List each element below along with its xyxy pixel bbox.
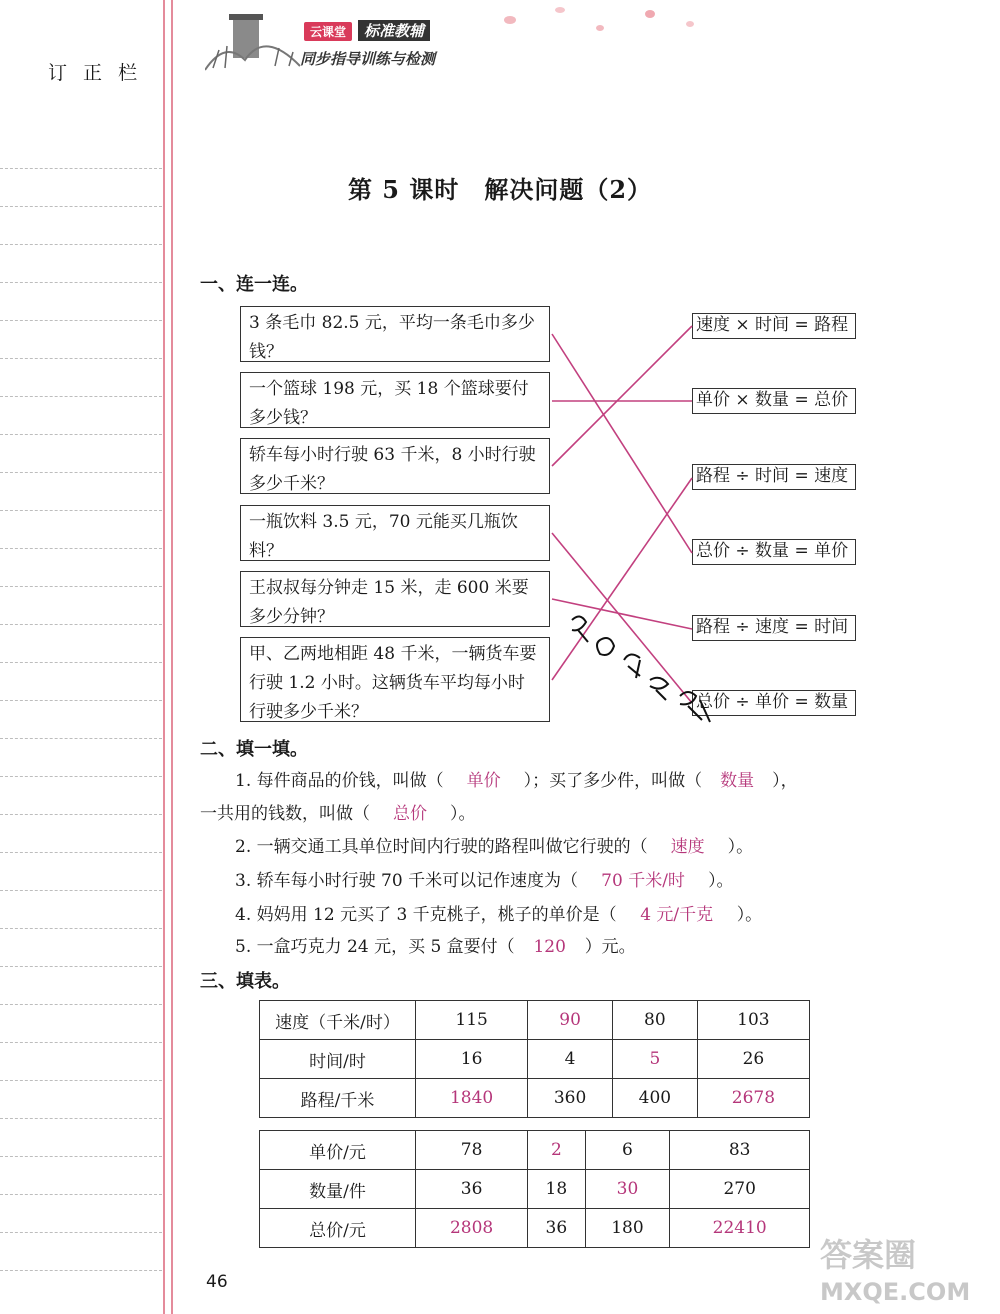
formula-box: 单价 × 数量 = 总价 [692, 388, 856, 414]
table-answer-cell: 30 [585, 1170, 670, 1209]
rule-line [0, 1004, 162, 1005]
problem-box: 轿车每小时行驶 63 千米，8 小时行驶多少千米？ [240, 438, 550, 494]
table-row [260, 1209, 810, 1248]
rule-line [0, 1156, 162, 1157]
rule-line [0, 814, 162, 815]
answer-blank: 速度 [670, 837, 705, 857]
answer-blank: 总价 [393, 804, 427, 824]
problem-box: 一瓶饮料 3.5 元，70 元能买几瓶饮料？ [240, 505, 550, 561]
table-cell: 时间/时 [260, 1040, 416, 1079]
table-cell: 总价/元 [260, 1209, 416, 1248]
fill-question-4: 4. 妈妈用 12 元买了 3 千克桃子，桃子的单价是（ 4 元/千克 ）。 [235, 900, 762, 925]
rule-line [0, 1270, 162, 1271]
table-cell: 4 [528, 1040, 613, 1079]
rule-line [0, 1042, 162, 1043]
rule-line [0, 966, 162, 967]
table-cell: 6 [585, 1131, 670, 1170]
page-number: 46 [206, 1272, 228, 1292]
table-cell: 180 [585, 1209, 670, 1248]
rule-line [0, 1080, 162, 1081]
header-badge: 云课堂 [304, 22, 352, 41]
table-cell: 路程/千米 [260, 1079, 416, 1118]
table-answer-cell: 5 [612, 1040, 697, 1079]
problem-box: 3 条毛巾 82.5 元，平均一条毛巾多少钱？ [240, 306, 550, 362]
table-cell: 26 [697, 1040, 809, 1079]
table-answer-cell: 2 [528, 1131, 585, 1170]
table-row [260, 1170, 810, 1209]
table-cell: 115 [416, 1001, 528, 1040]
correction-label: 订 正 栏 [48, 62, 143, 84]
rule-line [0, 852, 162, 853]
table-cell: 36 [528, 1209, 585, 1248]
fill-question-3: 3. 轿车每小时行驶 70 千米可以记作速度为（ 70 千米/时 ）。 [235, 866, 734, 891]
problem-box: 一个篮球 198 元，买 18 个篮球要付多少钱？ [240, 372, 550, 428]
rule-line [0, 928, 162, 929]
formula-box: 速度 × 时间 = 路程 [692, 313, 856, 339]
rule-line [0, 1232, 162, 1233]
table-answer-cell: 1840 [416, 1079, 528, 1118]
match-line [552, 334, 692, 553]
table-row [260, 1079, 810, 1118]
formula-box: 总价 ÷ 单价 = 数量 [692, 690, 856, 716]
table-answer-cell: 22410 [670, 1209, 810, 1248]
answer-blank: 4 元/千克 [640, 905, 714, 925]
table-answer-cell: 2678 [697, 1079, 809, 1118]
lesson-title: 第 5 课时 解决问题（2） [347, 175, 653, 204]
match-line [552, 326, 692, 466]
table-cell: 103 [697, 1001, 809, 1040]
table-cell: 270 [670, 1170, 810, 1209]
match-line [552, 478, 692, 680]
table-row [260, 1131, 810, 1170]
table-row [260, 1040, 810, 1079]
section-heading: 三、填表。 [200, 971, 290, 992]
rule-line [0, 890, 162, 891]
speed-table [259, 1000, 810, 1118]
rule-line [0, 1118, 162, 1119]
formula-box: 路程 ÷ 时间 = 速度 [692, 464, 856, 490]
section-heading: 二、填一填。 [200, 739, 308, 760]
answer-blank: 单价 [466, 771, 501, 791]
table-cell: 数量/件 [260, 1170, 416, 1209]
fill-question-1-cont: 一共用的钱数，叫做（ 总价 ）。 [200, 799, 476, 824]
table-answer-cell: 90 [528, 1001, 613, 1040]
answer-blank: 120 [533, 937, 566, 957]
table-cell: 400 [612, 1079, 697, 1118]
table-cell: 80 [612, 1001, 697, 1040]
rule-line [0, 1194, 162, 1195]
problem-box: 甲、乙两地相距 48 千米，一辆货车要行驶 1.2 小时。这辆货车平均每小时行驶多少千米？ [240, 637, 550, 722]
table-cell: 16 [416, 1040, 528, 1079]
fill-question-1: 1. 每件商品的价钱，叫做（ 单价 ）；买了多少件，叫做（ 数量 ）， [235, 766, 798, 791]
answer-blank: 数量 [720, 771, 755, 791]
table-cell: 单价/元 [260, 1131, 416, 1170]
watermark-logo: 答案圈 [820, 1236, 917, 1274]
handwriting-scribble [572, 616, 710, 722]
header-brand: 标准教辅 [358, 20, 430, 41]
match-line [552, 599, 692, 629]
section-heading: 一、连一连。 [200, 274, 308, 295]
table-cell: 360 [528, 1079, 613, 1118]
answer-blank: 70 千米/时 [601, 871, 685, 891]
table-cell: 速度（千米/时） [260, 1001, 416, 1040]
rule-line [0, 776, 162, 777]
formula-box: 路程 ÷ 速度 = 时间 [692, 615, 856, 641]
table-row [260, 1001, 810, 1040]
fill-question-2: 2. 一辆交通工具单位时间内行驶的路程叫做它行驶的（ 速度 ）。 [235, 832, 753, 857]
problem-box: 王叔叔每分钟走 15 米，走 600 米要多少分钟？ [240, 571, 550, 627]
table-cell: 83 [670, 1131, 810, 1170]
formula-box: 总价 ÷ 数量 = 单价 [692, 539, 856, 565]
fill-question-5: 5. 一盒巧克力 24 元，买 5 盒要付（ 120 ）元。 [235, 937, 636, 957]
header-subtitle: 同步指导训练与检测 [300, 50, 436, 68]
table-cell: 18 [528, 1170, 585, 1209]
table-cell: 36 [416, 1170, 528, 1209]
table-cell: 78 [416, 1131, 528, 1170]
price-table [259, 1130, 810, 1248]
watermark-url: MXQE.COM [820, 1278, 971, 1306]
table-answer-cell: 2808 [416, 1209, 528, 1248]
